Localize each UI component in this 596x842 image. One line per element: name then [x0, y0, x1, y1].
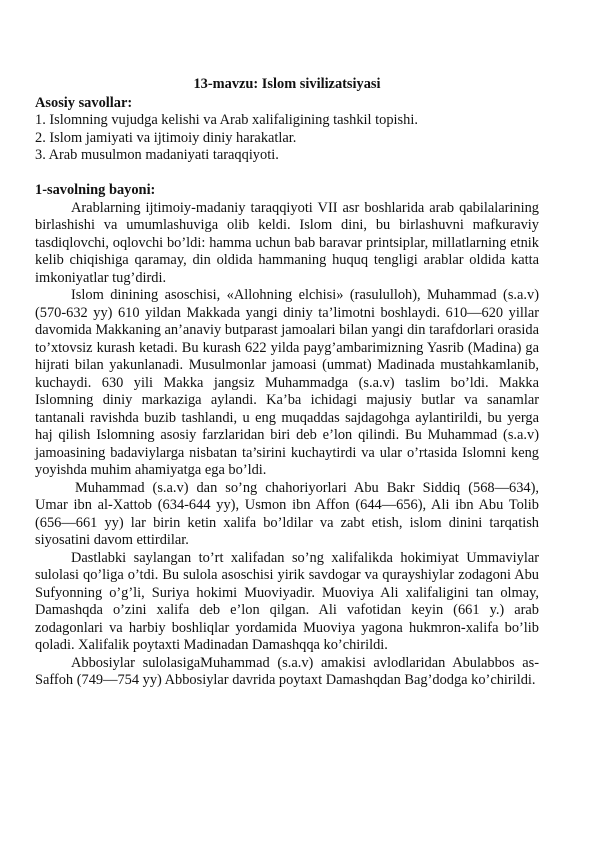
- body-paragraph-2: Islom dinining asoschisi, «Allohning elchisi» (rasululloh), Muhammad (s.a.v) (570-632 yy) 610 yildan Makkada yangi diniy ta’limotni boshlaydi. 610—620 yillar davomida Makkaning an’anaviy butparast jamoalari bilan yangi din tarafdorlari orasida to’xtovsiz kurash ketadi. Bu kurash 622 yilda payg’ambarimizning Yasrib (Madina) ga hijrati bilan yakunlanadi. Musulmonlar jamoasi (ummat) Madinada mustahkamlanib, kuchaydi. 630 yili Makka jangsiz Muhammadga (s.a.v) taslim bo’ldi. Makka Islomning diniy markaziga aylandi. Ka’ba ichidagi majusiy butlar va sanamlar tantanali ravishda buzib tashlandi, u eng muqaddas sajdagohga aylantirildi, bu yerga haj qilish Islomning asosiy farzlaridan biri deb e’lon qilindi. Bu Muhammad (s.a.v) jamoasining badaviylarga nisbatan ta’sirini kuchaytirdi va ular o’rtasida Islomni keng yoyishda muhim ahamiyatga ega bo’ldi.: [35, 287, 539, 478]
- document-title: 13-mavzu: Islom sivilizatsiyasi: [193, 76, 381, 92]
- question-item-2: 2. Islom jamiyati va ijtimoiy diniy harakatlar.: [35, 129, 297, 146]
- body-paragraph-5: Abbosiylar sulolasigaMuhammad (s.a.v) amakisi avlodlaridan Abulabbos as-Saffoh (749—754 yy) Abbosiylar davrida poytaxt Damashqdan Bag’dodga ko’chirildi.: [35, 654, 539, 688]
- questions-heading: Asosiy savollar:: [35, 94, 133, 111]
- blank-line: [35, 165, 539, 183]
- question-item-1: 1. Islomning vujudga kelishi va Arab xalifaligining tashkil topishi.: [35, 112, 418, 128]
- body-paragraph-3: Muhammad (s.a.v) dan so’ng chahoriyorlari Abu Bakr Siddiq (568—634), Umar ibn al-Xattob (634-644 yy), Usmon ibn Affon (644—656), Ali ibn Abu Tolib (656—661 yy) lar birin ketin xalifa bo’ldilar va zabt etish, islom dinini tarqatish siyosatini davom ettirdilar.: [35, 479, 539, 548]
- body-paragraph-1: Arablarning ijtimoiy-madaniy taraqqiyoti VII asr boshlarida arab qabilalarining birlashishi va umumlashuviga olib keldi. Islom dini, bu birlashuvni mafkuraviy tasdiqlovchi, oqlovchi bo’ldi: hamma uchun bab baravar printsiplar, millatlarning etnik kelib chiqishiga qaramay, din oldida hammaning huquq tengligi arablar oldida katta imkoniyatlar tug’dirdi.: [35, 199, 539, 286]
- question-item-3: 3. Arab musulmon madaniyati taraqqiyoti.: [35, 147, 279, 163]
- section-heading: 1-savolning bayoni:: [35, 182, 156, 198]
- body-paragraph-4: Dastlabki saylangan to’rt xalifadan so’ng xalifalikda hokimiyat Ummaviylar sulolasi qo’liga o’tdi. Bu sulola asoschisi yirik savdogar va qurayshiylar zodagoni Abu Sufyonning o’g’li, Suriya hokimi Muoviyadir. Muoviya Ali xalifaligini tan olmay, Damashqda o’zini xalifa deb e’lon qilgan. Ali vafotidan keyin (661 y.) arab zodagonlari va harbiy boshliqlar yordamida Muoviya yagona hukmron-xalifa bo’lib qoladi. Xalifalik poytaxti Madinadan Damashqqa ko’chirildi.: [35, 549, 539, 653]
